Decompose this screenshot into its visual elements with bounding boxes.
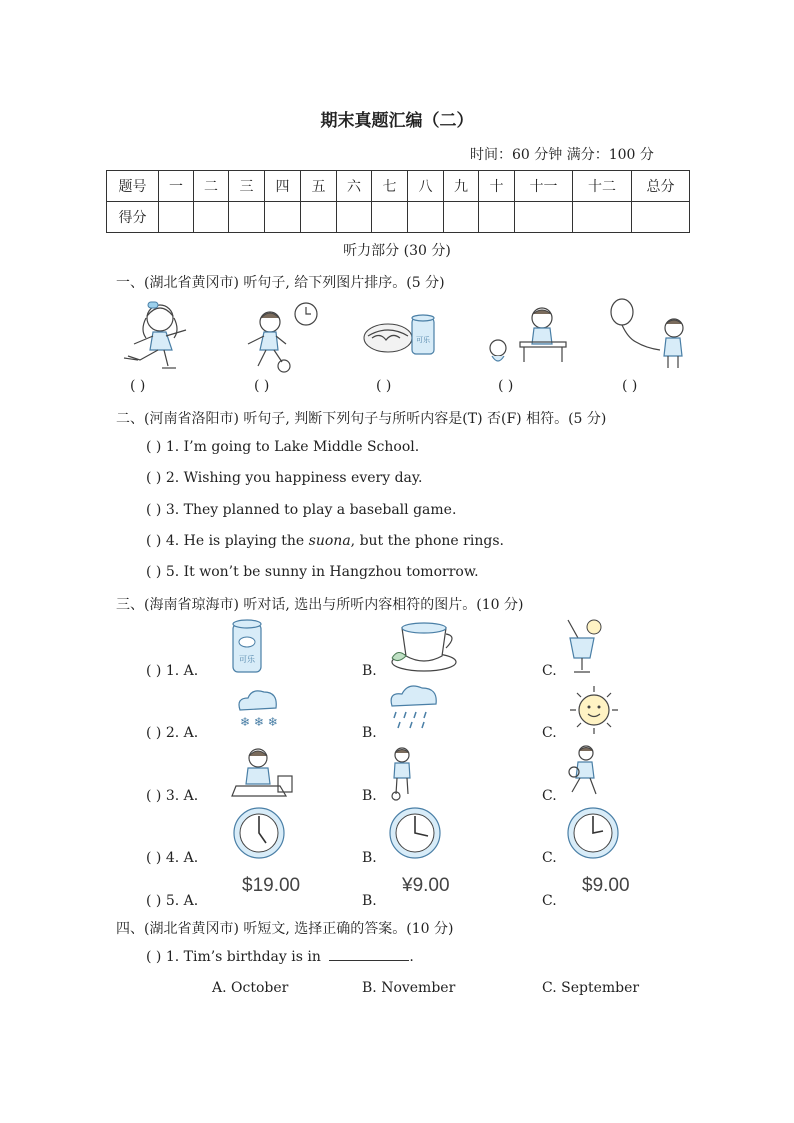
answer-paren[interactable]: ( ) bbox=[622, 378, 638, 394]
answer-blank[interactable] bbox=[329, 959, 409, 961]
header-cell: 题号 bbox=[107, 171, 159, 202]
score-table-header-row bbox=[107, 171, 690, 202]
score-cell[interactable] bbox=[479, 202, 515, 233]
boy-standing-picture bbox=[388, 746, 416, 802]
choice-question-5 bbox=[146, 893, 198, 909]
row-label: 得分 bbox=[107, 202, 159, 233]
price-option-c: $9.00 bbox=[582, 875, 630, 896]
svg-text:❄ ❄ ❄: ❄ ❄ ❄ bbox=[240, 715, 278, 729]
option-a[interactable]: A. October bbox=[212, 980, 289, 996]
section3-heading: 三、(海南省琼海市) 听对话, 选出与所听内容相符的图片。(10 分) bbox=[116, 597, 524, 613]
answer-paren[interactable]: ( ) bbox=[254, 378, 270, 394]
score-cell[interactable] bbox=[408, 202, 444, 233]
clock-icon bbox=[232, 806, 286, 860]
option-a-label: 1. A. bbox=[165, 663, 199, 679]
option-c[interactable]: C. September bbox=[542, 980, 640, 996]
answer-paren[interactable]: ( ) bbox=[130, 378, 146, 394]
boy-running-ball-picture bbox=[566, 744, 602, 802]
option-c-label: C. bbox=[542, 850, 557, 866]
option-b-label: B. bbox=[362, 788, 377, 804]
answer-paren[interactable]: ( ) bbox=[146, 788, 162, 804]
option-b-label: B. bbox=[362, 725, 377, 741]
score-cell[interactable] bbox=[337, 202, 372, 233]
score-table-score-row bbox=[107, 202, 690, 233]
header-cell: 一 bbox=[159, 171, 194, 202]
tf-question-5 bbox=[146, 564, 479, 580]
option-b-label: B. bbox=[362, 850, 377, 866]
score-cell[interactable] bbox=[632, 202, 690, 233]
header-cell: 二 bbox=[194, 171, 229, 202]
hotdog-cola-picture bbox=[362, 308, 442, 364]
answer-paren[interactable]: ( ) bbox=[146, 564, 162, 580]
option-b[interactable]: B. November bbox=[362, 980, 456, 996]
question-italic: suona bbox=[308, 533, 351, 549]
option-c-label: C. bbox=[542, 663, 557, 679]
score-cell[interactable] bbox=[159, 202, 194, 233]
juice-glass-picture bbox=[562, 618, 606, 676]
question-text: 1. Tim’s birthday is in bbox=[165, 949, 321, 965]
question-text: 3. They planned to play a baseball game. bbox=[165, 502, 457, 518]
boy-football-clock-picture bbox=[238, 300, 322, 376]
can-label: 可乐 bbox=[416, 336, 430, 344]
section4-heading: 四、(湖北省黄冈市) 听短文, 选择正确的答案。(10 分) bbox=[116, 921, 454, 937]
tea-cup-picture bbox=[388, 618, 460, 674]
tf-question-1 bbox=[146, 439, 419, 455]
reading-question-1 bbox=[146, 949, 414, 965]
sun-picture bbox=[566, 682, 622, 738]
choice-question-1 bbox=[146, 663, 198, 679]
header-cell: 四 bbox=[265, 171, 301, 202]
section1-heading: 一、(湖北省黄冈市) 听句子, 给下列图片排序。(5 分) bbox=[116, 275, 445, 291]
choice-question-4 bbox=[146, 850, 198, 866]
tf-question-3 bbox=[146, 502, 456, 518]
question-text: 1. I’m going to Lake Middle School. bbox=[165, 439, 420, 455]
option-c-label: C. bbox=[542, 893, 557, 909]
answer-paren[interactable]: ( ) bbox=[146, 533, 162, 549]
header-cell: 十 bbox=[479, 171, 515, 202]
score-cell[interactable] bbox=[573, 202, 632, 233]
answer-paren[interactable]: ( ) bbox=[146, 470, 162, 486]
page-title: 期末真题汇编（二） bbox=[320, 111, 474, 131]
answer-paren[interactable]: ( ) bbox=[146, 663, 162, 679]
option-c-label: C. bbox=[542, 788, 557, 804]
header-cell: 七 bbox=[372, 171, 408, 202]
rain-cloud-picture bbox=[386, 682, 442, 732]
time-info: 时间：60 分钟 满分：100 分 bbox=[470, 147, 654, 163]
option-a-label: 4. A. bbox=[165, 850, 199, 866]
answer-paren[interactable]: ( ) bbox=[146, 850, 162, 866]
tf-question-4 bbox=[146, 533, 504, 549]
answer-paren[interactable]: ( ) bbox=[146, 725, 162, 741]
question-text: , but the phone rings. bbox=[350, 533, 504, 549]
clock-icon bbox=[388, 806, 442, 860]
section2-heading: 二、(河南省洛阳市) 听句子, 判断下列句子与所听内容是(T) 否(F) 相符。(5 分) bbox=[116, 411, 607, 427]
header-cell: 十二 bbox=[573, 171, 632, 202]
score-cell[interactable] bbox=[444, 202, 479, 233]
clock-icon bbox=[566, 806, 620, 860]
answer-paren[interactable]: ( ) bbox=[146, 502, 162, 518]
score-table bbox=[106, 170, 690, 233]
header-cell: 总分 bbox=[632, 171, 690, 202]
score-cell[interactable] bbox=[301, 202, 337, 233]
question-end: . bbox=[409, 949, 414, 965]
price-option-b: ¥9.00 bbox=[402, 875, 450, 896]
option-b-label: B. bbox=[362, 893, 377, 909]
snow-cloud-picture bbox=[234, 686, 282, 730]
answer-paren[interactable]: ( ) bbox=[146, 893, 162, 909]
choice-question-3 bbox=[146, 788, 198, 804]
price-option-a: $19.00 bbox=[242, 875, 301, 896]
score-cell[interactable] bbox=[194, 202, 229, 233]
score-cell[interactable] bbox=[515, 202, 573, 233]
option-a-label: 5. A. bbox=[165, 893, 199, 909]
answer-paren[interactable]: ( ) bbox=[498, 378, 514, 394]
header-cell: 十一 bbox=[515, 171, 573, 202]
can-label: 可乐 bbox=[239, 655, 255, 664]
cola-can-picture bbox=[230, 618, 264, 676]
choice-question-2 bbox=[146, 725, 198, 741]
header-cell: 三 bbox=[229, 171, 265, 202]
score-cell[interactable] bbox=[372, 202, 408, 233]
boy-studying-picture bbox=[230, 746, 296, 800]
score-cell[interactable] bbox=[265, 202, 301, 233]
question-text: 2. Wishing you happiness every day. bbox=[165, 470, 423, 486]
header-cell: 六 bbox=[337, 171, 372, 202]
answer-paren[interactable]: ( ) bbox=[146, 439, 162, 455]
option-c-label: C. bbox=[542, 725, 557, 741]
baby-desk-picture bbox=[484, 304, 570, 368]
tf-question-2 bbox=[146, 470, 422, 486]
balloon-boy-picture bbox=[606, 298, 690, 370]
header-cell: 九 bbox=[444, 171, 479, 202]
question-text: 5. It won’t be sunny in Hangzhou tomorrow. bbox=[165, 564, 479, 580]
score-cell[interactable] bbox=[229, 202, 265, 233]
header-cell: 五 bbox=[301, 171, 337, 202]
question-text: 4. He is playing the bbox=[165, 533, 309, 549]
answer-paren[interactable]: ( ) bbox=[146, 949, 162, 965]
header-cell: 八 bbox=[408, 171, 444, 202]
option-a-label: 2. A. bbox=[165, 725, 199, 741]
option-a-label: 3. A. bbox=[165, 788, 199, 804]
answer-paren[interactable]: ( ) bbox=[376, 378, 392, 394]
girl-skating-picture bbox=[120, 300, 198, 372]
option-b-label: B. bbox=[362, 663, 377, 679]
listening-heading: 听力部分 (30 分) bbox=[343, 243, 451, 259]
